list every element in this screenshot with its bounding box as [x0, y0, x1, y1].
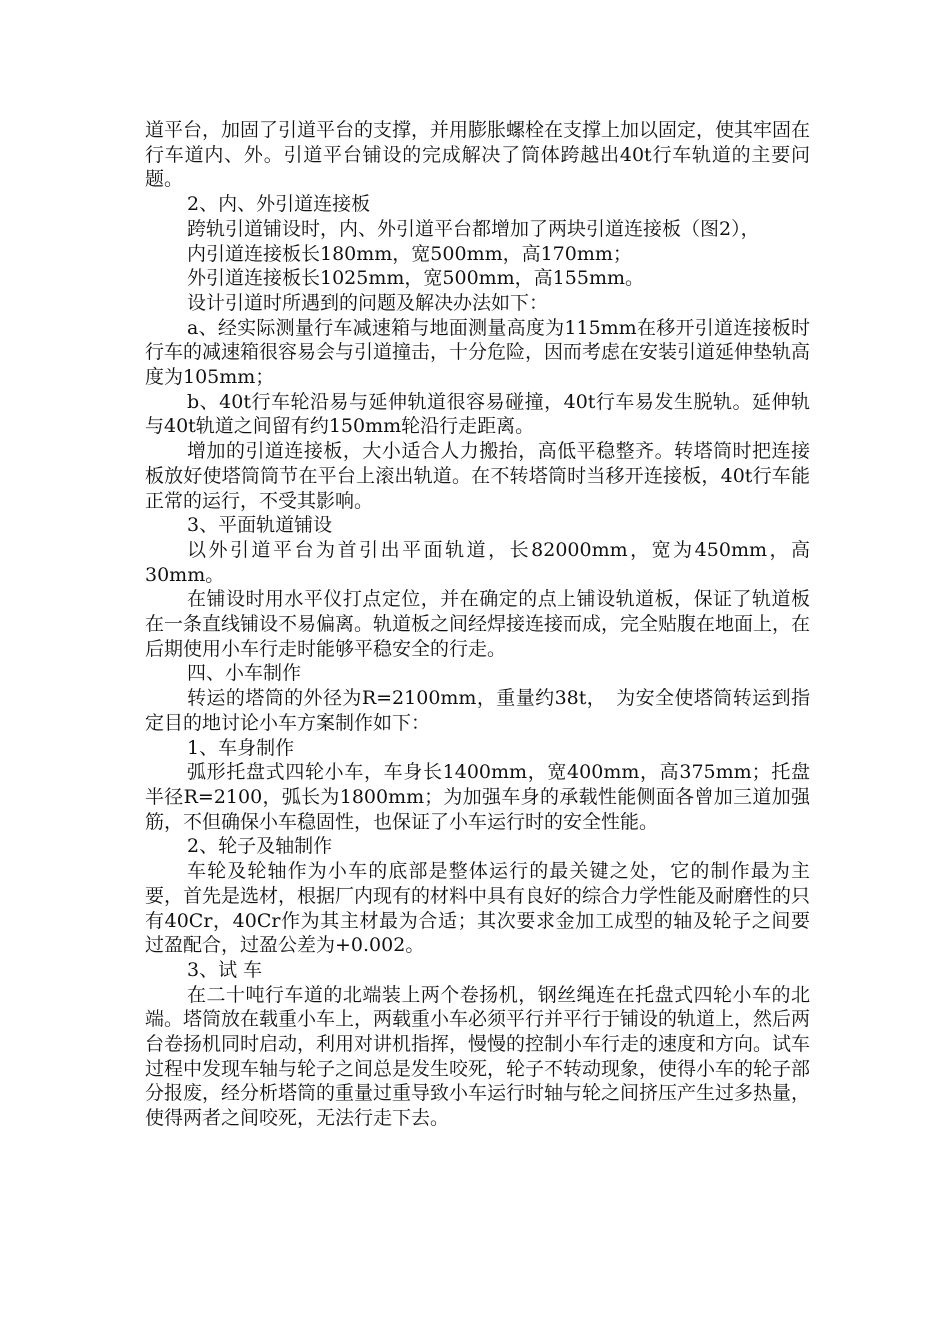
section-heading-cart-fabrication: 四、小车制作	[187, 662, 302, 685]
section-heading-cart-body: 1、车身制作	[187, 736, 295, 759]
paragraph: 以外引道平台为首引出平面轨道，长82000mm，宽为450mm，高30mm。	[145, 538, 810, 586]
paragraph-continuation: 道平台，加固了引道平台的支撑，并用膨胀螺栓在支撑上加以固定，使其牢固在行车道内、外。引道平台铺设的完成解决了筒体跨越出40t行车轨道的主要问题。	[145, 119, 811, 191]
paragraph: 在铺设时用水平仪打点定位，并在确定的点上铺设轨道板，保证了轨道板在一条直线铺设不易偏离。轨道板之间经焊接连接而成，完全贴腹在地面上，在后期使用小车行走时能够平稳安全的行走。	[145, 588, 811, 660]
paragraph: 内引道连接板长180mm，宽500mm，高170mm；	[187, 242, 632, 265]
paragraph: 在二十吨行车道的北端装上两个卷扬机，钢丝绳连在托盘式四轮小车的北端。塔筒放在载重小车上，两载重小车必须平行并平行于铺设的轨道上，然后两台卷扬机同时启动，利用对讲机指挥，慢慢的控制小车行走的速度和方向。试车过程中发现车轴与轮子之间总是发生咬死，轮子不转动现象，使得小车的轮子部分报废，经分析塔筒的重量过重导致小车运行时轴与轮之间挤压产生过多热量，使得两者之间咬死，无法行走下去。	[145, 983, 811, 1130]
paragraph: 弧形托盘式四轮小车，车身长1400mm，宽400mm，高375mm；托盘半径R=2100，弧长为1800mm；为加强车身的承载性能侧面各曾加三道加强筋，不但确保小车稳固性，也保证了小车运行时的安全性能。	[145, 761, 810, 833]
list-item-b: b、40t行车轮沿易与延伸轨道很容易碰撞，40t行车易发生脱轨。延伸轨与40t轨道之间留有约150mm轮沿行走距离。	[145, 390, 810, 438]
section-heading-trial-run: 3、试 车	[187, 958, 263, 981]
paragraph: 外引道连接板长1025mm，宽500mm，高155mm。	[187, 267, 644, 290]
list-item-a: a、经实际测量行车减速箱与地面测量高度为115mm在移开引道连接板时行车的减速箱很容易会与引道撞击，十分危险，因而考虑在安装引道延伸垫轨高度为105mm；	[145, 316, 811, 389]
paragraph: 设计引道时所遇到的问题及解决办法如下：	[187, 291, 549, 314]
document-body	[145, 118, 810, 1131]
paragraph: 增加的引道连接板，大小适合人力搬抬，高低平稳整齐。转塔筒时把连接板放好使塔筒筒节在平台上滚出轨道。在不转塔筒时当移开连接板，40t行车能正常的运行，不受其影响。	[145, 440, 810, 512]
section-heading-wheels-axles: 2、轮子及轴制作	[187, 835, 333, 858]
section-heading-connection-plate: 2、内、外引道连接板	[187, 193, 371, 216]
section-heading-track-laying: 3、平面轨道铺设	[187, 514, 333, 537]
paragraph: 车轮及轮轴作为小车的底部是整体运行的最关键之处，它的制作最为主要，首先是选材，根据厂内现有的材料中具有良好的综合力学性能及耐磨性的只有40Cr，40Cr作为其主材最为合适；其次要求金加工成型的轴及轮子之间要过盈配合，过盈公差为+0.002。	[145, 860, 811, 957]
paragraph: 跨轨引道铺设时，内、外引道平台都增加了两块引道连接板（图2），	[187, 217, 760, 240]
paragraph: 转运的塔筒的外径为R=2100mm，重量约38t， 为安全使塔筒转运到指定目的地讨论小车方案制作如下：	[145, 687, 810, 734]
